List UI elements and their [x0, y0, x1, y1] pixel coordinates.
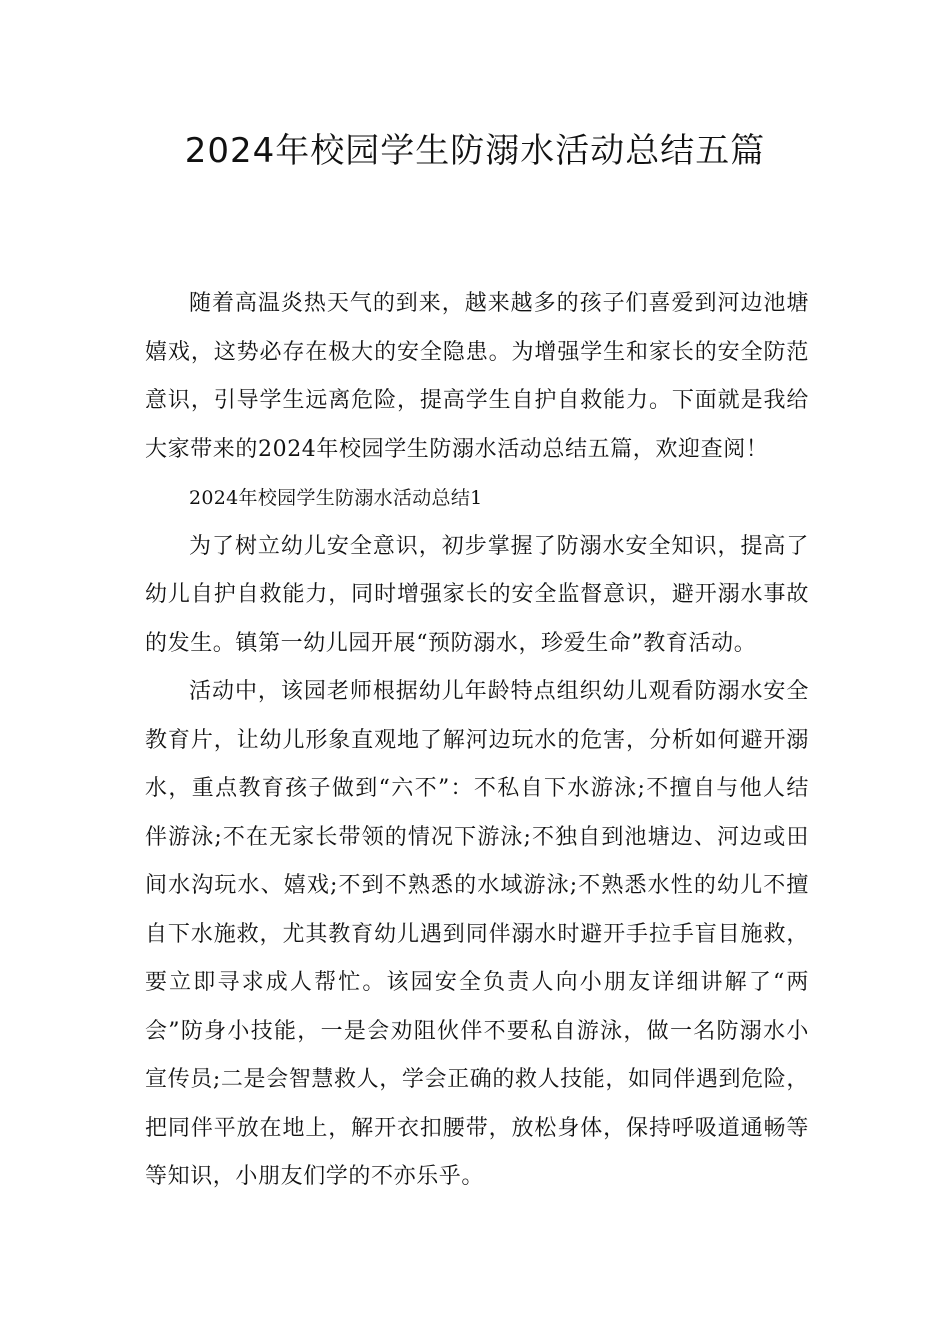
intro-paragraph: 随着高温炎热天气的到来，越来越多的孩子们喜爱到河边池塘嬉戏，这势必存在极大的安全隐患。为增强学生和家长的安全防范意识，引导学生远离危险，提高学生自护自救能力。下面就是我给大家带来的2024年校园学生防溺水活动总结五篇，欢迎查阅！	[145, 291, 809, 462]
section-heading: 2024年校园学生防溺水活动总结1	[189, 487, 483, 509]
body-paragraph: 为了树立幼儿安全意识，初步掌握了防溺水安全知识，提高了幼儿自护自救能力，同时增强家长的安全监督意识，避开溺水事故的发生。镇第一幼儿园开展“预防溺水，珍爱生命”教育活动。	[145, 533, 809, 656]
body-paragraph: 活动中，该园老师根据幼儿年龄特点组织幼儿观看防溺水安全教育片，让幼儿形象直观地了解河边玩水的危害，分析如何避开溺水，重点教育孩子做到“六不”：不私自下水游泳;不擅自与他人结伴游泳;不在无家长带领的情况下游泳;不独自到池塘边、河边或田间水沟玩水、嬉戏;不到不熟悉的水域游泳;不熟悉水性的幼儿不擅自下水施救，尤其教育幼儿遇到同伴溺水时避开手拉手盲目施救，要立即寻求成人帮忙。该园安全负责人向小朋友详细讲解了“两会”防身小技能，一是会劝阻伙伴不要私自游泳，做一名防溺水小宣传员;二是会智慧救人，学会正确的救人技能，如同伴遇到危险，把同伴平放在地上，解开衣扣腰带，放松身体，保持呼吸道通畅等等知识，小朋友们学的不亦乐乎。	[145, 679, 809, 1189]
document-body	[145, 280, 809, 1202]
document-title: 2024年校园学生防溺水活动总结五篇	[184, 131, 766, 171]
